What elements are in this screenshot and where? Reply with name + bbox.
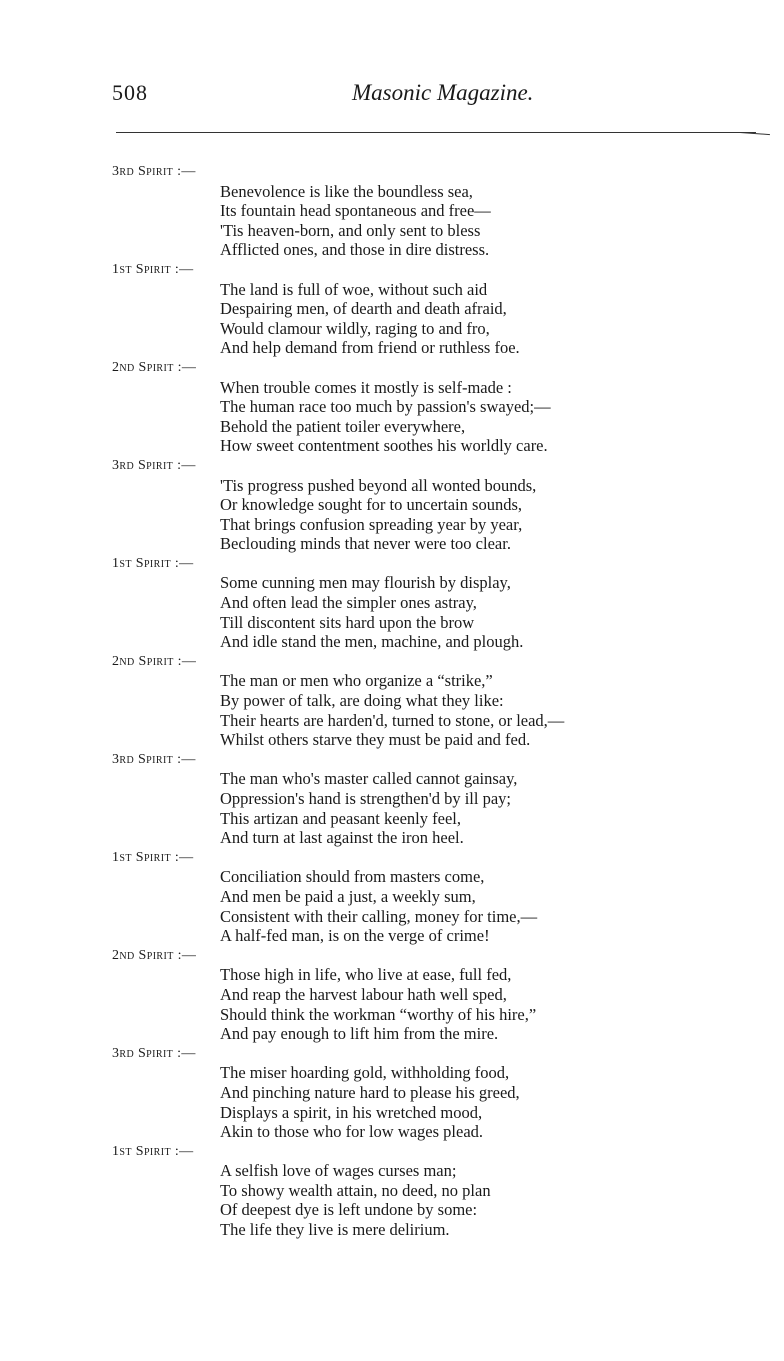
verse-line: The miser hoarding gold, withholding food, [220,1063,510,1083]
verse-line: The human race too much by passion's swayed;— [220,397,551,417]
stanza [0,456,784,554]
verse-line: By power of talk, are doing what they like: [220,691,504,711]
verse-line: A selfish love of wages curses man; [220,1161,457,1181]
poem-body [0,162,784,1240]
stanza [0,554,784,652]
stanza [0,750,784,848]
verse-line: Conciliation should from masters come, [220,867,485,887]
page-number: 508 [112,80,148,105]
stanza [0,652,784,750]
verse-line: How sweet contentment soothes his worldly care. [220,436,548,456]
verse-line: A half-fed man, is on the verge of crime! [220,926,490,946]
speaker-label: 1st Spirit :— [112,261,194,277]
stanza [0,162,784,260]
verse-line: This artizan and peasant keenly feel, [220,808,461,828]
verse-line: Of deepest dye is left undone by some: [220,1200,478,1220]
verse-line: Consistent with their calling, money for time,— [220,906,538,926]
verse-line: Beclouding minds that never were too clear. [220,534,511,554]
verse-line: Displays a spirit, in his wretched mood, [220,1102,483,1122]
speaker-label: 1st Spirit :— [112,1143,194,1159]
verse-line: Some cunning men may flourish by display, [220,573,511,593]
verse-line: And help demand from friend or ruthless foe. [220,338,520,358]
verse-line: And pay enough to lift him from the mire. [220,1024,499,1044]
speaker-label: 2nd Spirit :— [112,653,197,669]
verse-line: That brings confusion spreading year by year, [220,514,523,534]
verse-line: Behold the patient toiler everywhere, [220,416,466,436]
verse-line: Or knowledge sought for to uncertain sounds, [220,495,522,515]
speaker-label: 3rd Spirit :— [112,457,196,473]
verse-line: Whilst others starve they must be paid and fed. [220,730,531,750]
verse-line: Despairing men, of dearth and death afraid, [220,299,507,319]
verse-line: Those high in life, who live at ease, full fed, [220,965,512,985]
speaker-label: 3rd Spirit :— [112,751,196,767]
verse-line: Akin to those who for low wages plead. [220,1122,484,1142]
verse-line: Benevolence is like the boundless sea, [220,181,473,201]
verse-line: And idle stand the men, machine, and plough. [220,632,524,652]
stanza [0,260,784,358]
stanza [0,848,784,946]
verse-line: The man or men who organize a “strike,” [220,671,493,691]
verse-line: Its fountain head spontaneous and free— [220,201,491,221]
verse-line: The land is full of woe, without such aid [220,279,488,299]
verse-line: The life they live is mere delirium. [220,1220,450,1240]
speaker-label: 1st Spirit :— [112,555,194,571]
stanza [0,1142,784,1240]
stanza [0,946,784,1044]
verse-line: When trouble comes it mostly is self-made : [220,377,512,397]
verse-line: And pinching nature hard to please his greed, [220,1082,520,1102]
header-rule-tail [740,132,770,135]
verse-line: To showy wealth attain, no deed, no plan [220,1180,491,1200]
speaker-label: 2nd Spirit :— [112,359,197,375]
speaker-label: 2nd Spirit :— [112,947,197,963]
verse-line: Would clamour wildly, raging to and fro, [220,318,490,338]
verse-line: Till discontent sits hard upon the brow [220,612,475,632]
running-title: Masonic Magazine. [352,80,534,105]
speaker-label: 3rd Spirit :— [112,164,196,179]
verse-line: 'Tis progress pushed beyond all wonted bounds, [220,475,537,495]
stanza [0,358,784,456]
header-rule [116,132,756,133]
verse-line: Afflicted ones, and those in dire distress. [220,240,490,260]
speaker-label: 1st Spirit :— [112,849,194,865]
verse-line: Oppression's hand is strengthen'd by ill pay; [220,789,511,808]
verse-line: And reap the harvest labour hath well sped, [220,984,507,1004]
verse-line: And men be paid a just, a weekly sum, [220,886,476,906]
verse-line: Their hearts are harden'd, turned to stone, or lead,— [220,710,565,730]
stanza [0,1044,784,1142]
verse-line: 'Tis heaven-born, and only sent to bless [220,220,481,240]
verse-line: Should think the workman “worthy of his hire,” [220,1004,537,1024]
verse-line: The man who's master called cannot gainsay, [220,769,518,789]
speaker-label: 3rd Spirit :— [112,1045,196,1061]
verse-line: And turn at last against the iron heel. [220,828,464,848]
verse-line: And often lead the simpler ones astray, [220,593,477,613]
